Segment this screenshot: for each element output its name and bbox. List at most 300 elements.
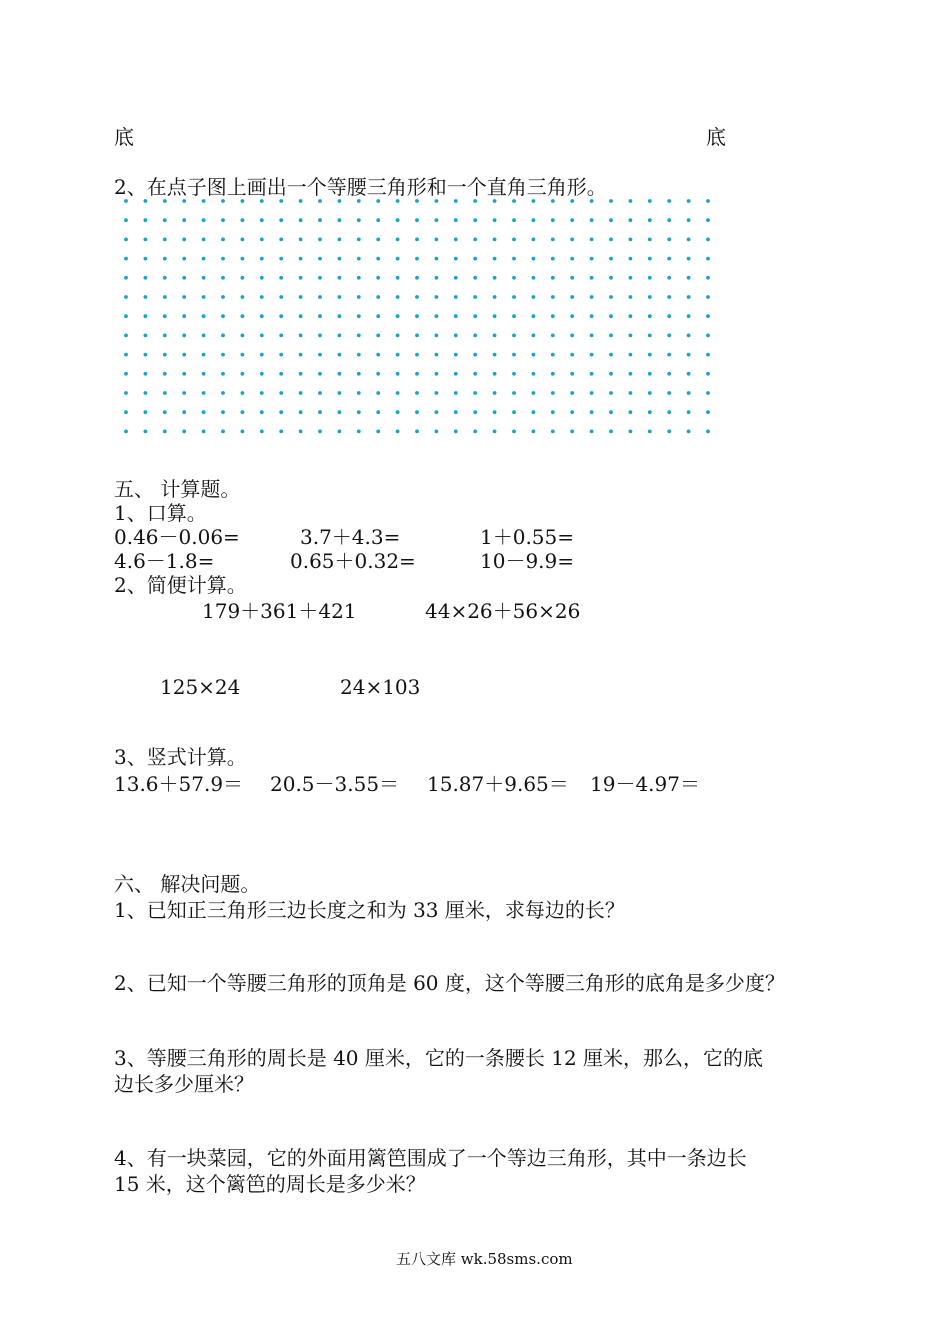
grid-dot (687, 257, 691, 261)
grid-dot (202, 391, 206, 395)
grid-dot (299, 372, 303, 376)
grid-dot (318, 257, 322, 261)
grid-dot (163, 314, 167, 318)
grid-dot (551, 257, 555, 261)
grid-dot (279, 218, 283, 222)
grid-dot (299, 353, 303, 357)
grid-dot (512, 295, 516, 299)
grid-dot (435, 218, 439, 222)
grid-dot (512, 238, 516, 242)
grid-dot (648, 410, 652, 414)
grid-dot (124, 238, 128, 242)
grid-dot (144, 430, 148, 434)
grid-dot (318, 410, 322, 414)
grid-dot (435, 430, 439, 434)
grid-dot (435, 410, 439, 414)
grid-dot (124, 334, 128, 338)
grid-dot (648, 218, 652, 222)
grid-dot (512, 372, 516, 376)
grid-dot (279, 238, 283, 242)
grid-dot (706, 334, 710, 338)
grid-dot (454, 391, 458, 395)
grid-dot (454, 295, 458, 299)
grid-dot (299, 391, 303, 395)
grid-dot (667, 391, 671, 395)
grid-dot (648, 353, 652, 357)
grid-dot (357, 430, 361, 434)
grid-dot (590, 391, 594, 395)
grid-dot (629, 238, 633, 242)
grid-dot (279, 430, 283, 434)
grid-dot (357, 410, 361, 414)
grid-dot (260, 199, 264, 203)
grid-dot (338, 372, 342, 376)
grid-dot (493, 276, 497, 280)
grid-dot (493, 391, 497, 395)
grid-dot (163, 257, 167, 261)
grid-dot (202, 314, 206, 318)
grid-dot (124, 410, 128, 414)
grid-dot (396, 199, 400, 203)
grid-dot (493, 430, 497, 434)
grid-dot (396, 314, 400, 318)
grid-dot (551, 410, 555, 414)
oral-item: 3.7＋4.3= (300, 525, 401, 549)
grid-dot (338, 391, 342, 395)
vertical-item: 13.6＋57.9＝ (114, 772, 244, 796)
grid-dot (144, 391, 148, 395)
grid-dot (493, 353, 497, 357)
grid-dot (221, 238, 225, 242)
grid-dot (667, 295, 671, 299)
grid-dot (435, 353, 439, 357)
grid-dot (318, 276, 322, 280)
grid-dot (144, 410, 148, 414)
grid-dot (202, 295, 206, 299)
grid-dot (182, 276, 186, 280)
grid-dot (706, 430, 710, 434)
problem-4-line2: 15 米，这个篱笆的周长是多少米？ (114, 1172, 426, 1196)
grid-dot (512, 218, 516, 222)
grid-dot (202, 334, 206, 338)
grid-dot (570, 353, 574, 357)
grid-dot (629, 430, 633, 434)
grid-dot (163, 334, 167, 338)
grid-dot (629, 372, 633, 376)
grid-dot (629, 257, 633, 261)
grid-dot (260, 353, 264, 357)
grid-dot (357, 295, 361, 299)
grid-dot (454, 238, 458, 242)
grid-dot (493, 218, 497, 222)
grid-dot (396, 295, 400, 299)
grid-dot (376, 314, 380, 318)
grid-dot (299, 276, 303, 280)
grid-dot (648, 238, 652, 242)
grid-dot (260, 276, 264, 280)
grid-dot (357, 391, 361, 395)
grid-dot (706, 257, 710, 261)
grid-dot (687, 199, 691, 203)
grid-dot (415, 410, 419, 414)
grid-dot (493, 295, 497, 299)
grid-dot (454, 334, 458, 338)
grid-dot (396, 372, 400, 376)
grid-dot (551, 334, 555, 338)
grid-dot (687, 334, 691, 338)
oral-item: 4.6－1.8= (114, 549, 215, 573)
grid-dot (241, 391, 245, 395)
grid-dot (648, 295, 652, 299)
grid-dot (144, 372, 148, 376)
grid-dot (570, 430, 574, 434)
grid-dot (182, 372, 186, 376)
grid-dot (376, 410, 380, 414)
grid-dot (376, 257, 380, 261)
grid-dot (551, 372, 555, 376)
grid-dot (667, 238, 671, 242)
grid-dot (241, 238, 245, 242)
grid-dot (512, 314, 516, 318)
grid-dot (590, 430, 594, 434)
grid-dot (124, 257, 128, 261)
section6-title: 六、 解决问题。 (114, 872, 261, 896)
grid-dot (415, 238, 419, 242)
grid-dot (551, 353, 555, 357)
grid-dot (609, 430, 613, 434)
grid-dot (182, 238, 186, 242)
grid-dot (532, 238, 536, 242)
grid-dot (338, 295, 342, 299)
grid-dot (570, 410, 574, 414)
grid-dot (532, 353, 536, 357)
grid-dot (609, 295, 613, 299)
grid-dot (338, 410, 342, 414)
grid-dot (667, 410, 671, 414)
grid-dot (648, 314, 652, 318)
grid-dot (473, 199, 477, 203)
grid-dot (512, 334, 516, 338)
grid-dot (570, 276, 574, 280)
oral-item: 10－9.9= (480, 549, 575, 573)
grid-dot (144, 218, 148, 222)
grid-dot (609, 353, 613, 357)
grid-dot (570, 257, 574, 261)
grid-dot (221, 430, 225, 434)
vertical-calc-label: 3、竖式计算。 (114, 745, 247, 769)
grid-dot (493, 334, 497, 338)
grid-dot (163, 276, 167, 280)
grid-dot (338, 218, 342, 222)
grid-dot (590, 372, 594, 376)
grid-dot (687, 314, 691, 318)
grid-dot (667, 353, 671, 357)
grid-dot (182, 334, 186, 338)
grid-dot (706, 391, 710, 395)
grid-dot (454, 276, 458, 280)
grid-dot (338, 314, 342, 318)
problem-4-line1: 4、有一块菜园，它的外面用篱笆围成了一个等边三角形，其中一条边长 (114, 1146, 747, 1170)
grid-dot (551, 276, 555, 280)
grid-dot (396, 257, 400, 261)
grid-dot (318, 430, 322, 434)
grid-dot (454, 199, 458, 203)
grid-dot (202, 276, 206, 280)
oral-calc-label: 1、口算。 (114, 501, 207, 525)
grid-dot (532, 276, 536, 280)
grid-dot (454, 353, 458, 357)
grid-dot (163, 238, 167, 242)
grid-dot (532, 334, 536, 338)
grid-dot (124, 218, 128, 222)
grid-dot (415, 257, 419, 261)
grid-dot (357, 353, 361, 357)
grid-dot (299, 314, 303, 318)
grid-dot (221, 410, 225, 414)
grid-dot (376, 391, 380, 395)
grid-dot (260, 314, 264, 318)
grid-dot (551, 430, 555, 434)
grid-dot (357, 334, 361, 338)
grid-dot (629, 334, 633, 338)
simple-item: 24×103 (340, 675, 421, 699)
grid-dot (454, 257, 458, 261)
grid-dot (144, 238, 148, 242)
grid-dot (512, 257, 516, 261)
grid-dot (629, 199, 633, 203)
grid-dot (454, 410, 458, 414)
grid-dot (551, 295, 555, 299)
grid-dot (532, 314, 536, 318)
grid-dot (144, 353, 148, 357)
grid-dot (629, 391, 633, 395)
simple-item: 44×26＋56×26 (425, 599, 581, 623)
grid-dot (221, 334, 225, 338)
grid-dot (415, 218, 419, 222)
grid-dot (473, 353, 477, 357)
grid-dot (667, 218, 671, 222)
grid-dot (376, 218, 380, 222)
grid-dot (376, 334, 380, 338)
grid-dot (570, 218, 574, 222)
grid-dot (221, 314, 225, 318)
simple-item: 125×24 (160, 675, 241, 699)
grid-dot (202, 410, 206, 414)
grid-dot (687, 353, 691, 357)
grid-dot (202, 199, 206, 203)
grid-dot (609, 218, 613, 222)
grid-dot (435, 334, 439, 338)
grid-dot (376, 295, 380, 299)
simple-calc-label: 2、简便计算。 (114, 573, 247, 597)
grid-dot (279, 276, 283, 280)
grid-dot (202, 372, 206, 376)
grid-dot (532, 372, 536, 376)
grid-dot (182, 430, 186, 434)
grid-dot (512, 410, 516, 414)
grid-dot (687, 410, 691, 414)
grid-dot (299, 199, 303, 203)
grid-dot (415, 314, 419, 318)
grid-dot (241, 314, 245, 318)
grid-dot (415, 199, 419, 203)
grid-dot (473, 218, 477, 222)
grid-dot (163, 199, 167, 203)
vertical-item: 20.5－3.55＝ (270, 772, 400, 796)
grid-dot (221, 353, 225, 357)
grid-dot (396, 218, 400, 222)
grid-dot (512, 199, 516, 203)
grid-dot (182, 295, 186, 299)
grid-dot (532, 410, 536, 414)
grid-dot (260, 257, 264, 261)
grid-dot (182, 410, 186, 414)
oral-item: 0.65＋0.32= (290, 549, 416, 573)
grid-dot (629, 218, 633, 222)
grid-dot (551, 314, 555, 318)
grid-dot (318, 334, 322, 338)
grid-dot (648, 391, 652, 395)
grid-dot (687, 391, 691, 395)
grid-dot (124, 430, 128, 434)
grid-dot (512, 391, 516, 395)
grid-dot (338, 334, 342, 338)
grid-dot (667, 334, 671, 338)
grid-dot (706, 314, 710, 318)
grid-dot (396, 334, 400, 338)
grid-dot (435, 295, 439, 299)
grid-dot (454, 314, 458, 318)
grid-dot (357, 257, 361, 261)
grid-dot (260, 334, 264, 338)
grid-dot (667, 430, 671, 434)
problem-2: 2、已知一个等腰三角形的顶角是 60 度，这个等腰三角形的底角是多少度？ (114, 971, 785, 995)
grid-dot (221, 295, 225, 299)
grid-dot (318, 372, 322, 376)
grid-dot (551, 218, 555, 222)
grid-dot (124, 295, 128, 299)
problem-3-line2: 边长多少厘米？ (114, 1072, 254, 1096)
grid-dot (241, 295, 245, 299)
grid-dot (357, 276, 361, 280)
grid-dot (473, 372, 477, 376)
grid-dot (570, 295, 574, 299)
oral-item: 1＋0.55= (480, 525, 575, 549)
grid-dot (144, 199, 148, 203)
grid-dot (435, 314, 439, 318)
grid-dot (338, 199, 342, 203)
grid-dot (182, 353, 186, 357)
grid-dot (473, 276, 477, 280)
grid-dot (609, 314, 613, 318)
grid-dot (415, 334, 419, 338)
grid-dot (241, 199, 245, 203)
grid-dot (532, 257, 536, 261)
grid-dot (260, 238, 264, 242)
grid-dot (241, 430, 245, 434)
section5-title: 五、 计算题。 (114, 477, 241, 501)
simple-item: 179＋361＋421 (202, 599, 357, 623)
grid-dot (687, 276, 691, 280)
grid-dot (435, 238, 439, 242)
grid-dot (629, 353, 633, 357)
grid-dot (299, 238, 303, 242)
question-dot-grid: 2、在点子图上画出一个等腰三角形和一个直角三角形。 (114, 175, 607, 199)
grid-dot (648, 276, 652, 280)
grid-dot (221, 372, 225, 376)
grid-dot (318, 391, 322, 395)
grid-dot (318, 218, 322, 222)
grid-dot (144, 314, 148, 318)
grid-dot (532, 295, 536, 299)
grid-dot (706, 199, 710, 203)
grid-dot (590, 218, 594, 222)
grid-dot (279, 314, 283, 318)
grid-dot (570, 372, 574, 376)
grid-dot (221, 257, 225, 261)
grid-dot (706, 372, 710, 376)
grid-dot (473, 257, 477, 261)
grid-dot (182, 391, 186, 395)
grid-dot (687, 218, 691, 222)
grid-dot (648, 257, 652, 261)
grid-dot (629, 314, 633, 318)
grid-dot (396, 410, 400, 414)
vertical-item: 19－4.97＝ (590, 772, 700, 796)
grid-dot (396, 238, 400, 242)
grid-dot (667, 199, 671, 203)
grid-dot (279, 391, 283, 395)
grid-dot (435, 199, 439, 203)
grid-dot (279, 295, 283, 299)
grid-dot (163, 410, 167, 414)
grid-dot (376, 238, 380, 242)
grid-dot (279, 410, 283, 414)
problem-3-line1: 3、等腰三角形的周长是 40 厘米，它的一条腰长 12 厘米，那么，它的底 (114, 1046, 764, 1070)
dot-grid[interactable] (118, 196, 714, 440)
grid-dot (124, 276, 128, 280)
grid-dot (512, 430, 516, 434)
grid-dot (415, 295, 419, 299)
grid-dot (260, 218, 264, 222)
grid-dot (706, 218, 710, 222)
grid-dot (512, 353, 516, 357)
grid-dot (493, 372, 497, 376)
grid-dot (338, 276, 342, 280)
grid-dot (590, 199, 594, 203)
grid-dot (338, 353, 342, 357)
grid-dot (590, 257, 594, 261)
grid-dot (299, 295, 303, 299)
grid-dot (590, 353, 594, 357)
grid-dot (163, 391, 167, 395)
grid-dot (241, 410, 245, 414)
grid-dot (318, 353, 322, 357)
problem-1: 1、已知正三角形三边长度之和为 33 厘米，求每边的长？ (114, 898, 625, 922)
grid-dot (318, 314, 322, 318)
grid-dot (590, 295, 594, 299)
grid-dot (493, 410, 497, 414)
grid-dot (221, 218, 225, 222)
grid-dot (163, 353, 167, 357)
grid-dot (629, 410, 633, 414)
grid-dot (706, 295, 710, 299)
oral-item: 0.46－0.06= (114, 525, 240, 549)
grid-dot (551, 238, 555, 242)
grid-dot (706, 276, 710, 280)
grid-dot (493, 199, 497, 203)
grid-dot (570, 391, 574, 395)
